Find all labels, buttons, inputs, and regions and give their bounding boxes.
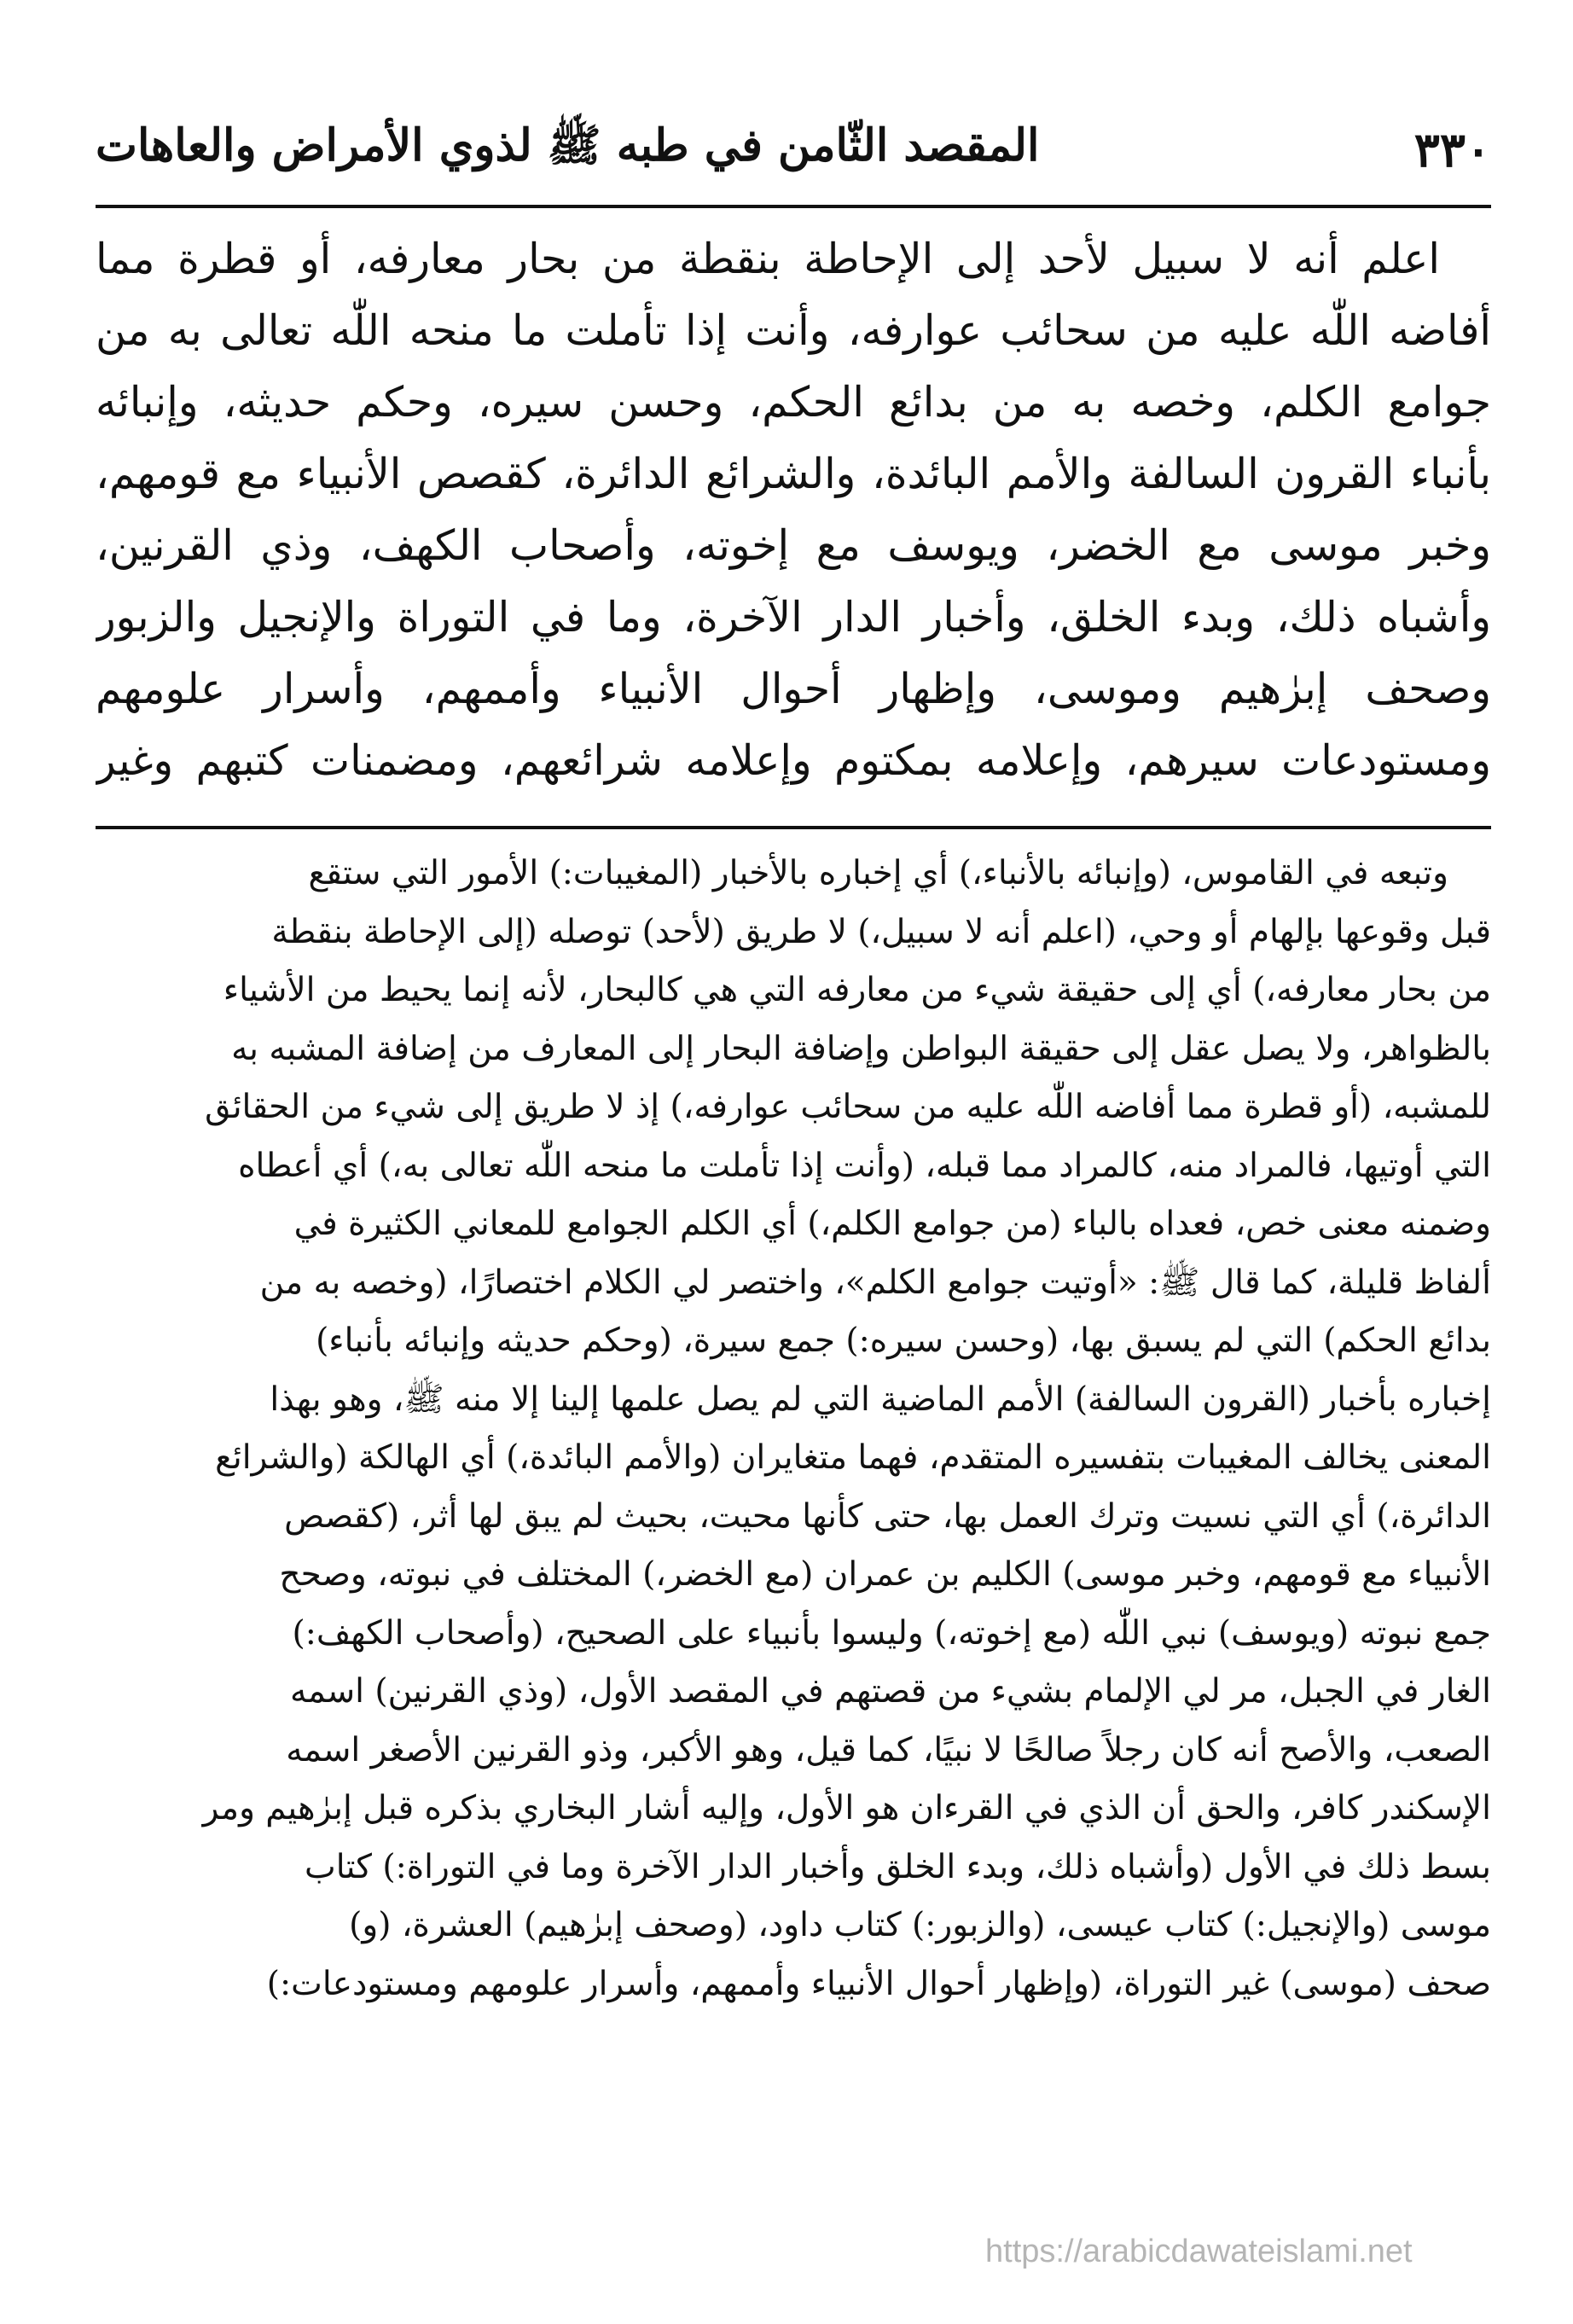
footnote-commentary [96,845,1491,2013]
main-text [96,224,1491,797]
main-text-line: ومستودعات سيرهم، وإعلامه بمكتوم وإعلامه شرائعهم، ومضمنات كتبهم وغير [96,736,1491,785]
main-text-line: وصحف إبرٰهيم وموسى، وإظهار أحوال الأنبياء وأممهم، وأسرار علومهم [96,665,1491,713]
footnote-line: التي أوتيها، فالمراد منه، كالمراد مما قبله، (وأنت إذا تأملت ما منحه اللّٰه تعالى به،) أي أعطاه [238,1146,1491,1185]
footnote-line: موسى (والإنجيل:) كتاب عيسى، (والزبور:) كتاب داود، (وصحف إبرٰهيم) العشرة، (و) [349,1906,1491,1944]
footnote-line: صحف (موسى) غير التوراة، (وإظهار أحوال الأنبياء وأممهم، وأسرار علومهم ومستودعات:) [266,1964,1491,2003]
footnote-line: بدائع الحكم) التي لم يسبق بها، (وحسن سيره:) جمع سيرة، (وحكم حديثه وإنبائه بأنباء) [316,1322,1491,1360]
footnote-line: للمشبه، (أو قطرة مما أفاضه اللّٰه عليه من سحائب عوارفه،) إذ لا طريق إلى شيء من الحقائق [205,1088,1491,1126]
footnote-line: إخباره بأخبار (القرون السالفة) الأمم الماضية التي لم يصل علمها إلينا إلا منه ﷺ، وهو بهذا [270,1380,1491,1419]
footnote-line: وتبعه في القاموس، (وإنبائه بالأنباء،) أي إخباره بالأخبار (المغيبات:) الأمور التي ستقع [308,854,1448,892]
main-text-line: وخبر موسى مع الخضر، ويوسف مع إخوته، وأصحاب الكهف، وذي القرنين، [96,521,1491,570]
running-head [96,109,1491,191]
main-text-line: وأشباه ذلك، وبدء الخلق، وأخبار الدار الآخرة، وما في التوراة والإنجيل والزبور [96,593,1491,642]
footnote-line: من بحار معارفه،) أي إلى حقيقة شيء من معارفه التي هي كالبحار، لأنه إنما يحيط من الأشياء [223,971,1491,1009]
footnote-line: بسط ذلك في الأول (وأشباه ذلك، وبدء الخلق وأخبار الدار الآخرة وما في التوراة:) كتاب [305,1847,1491,1886]
page-number: ٣٣٠ [1413,122,1491,178]
main-text-line: بأنباء القرون السالفة والأمم البائدة، والشرائع الدائرة، كقصص الأنبياء مع قومهم، [96,450,1491,498]
main-text-line: جوامع الكلم، وخصه به من بدائع الحكم، وحسن سيره، وحكم حديثه، وإنبائه [96,378,1491,427]
footnote-line: الصعب، والأصح أنه كان رجلاً صالحًا لا نبيًا، كما قيل، وهو الأكبر، وذو القرنين الأصغر اسمه [286,1730,1491,1769]
footnote-divider [96,826,1491,829]
main-text-line: أفاضه اللّٰه عليه من سحائب عوارفه، وأنت إذا تأملت ما منحه اللّٰه تعالى به من [96,306,1491,355]
footnote-line: الإسكندر كافر، والحق أن الذي في القرءان هو الأول، وإليه أشار البخاري بذكره قبل إبرٰهيم ومر [202,1789,1491,1827]
footnote-line: الأنبياء مع قومهم، وخبر موسى) الكليم بن عمران (مع الخضر،) المختلف في نبوته، وصحح [279,1555,1491,1594]
footnote-line: ألفاظ قليلة، كما قال ﷺ: «أوتيت جوامع الكلم»، واختصر لي الكلام اختصارًا، (وخصه به من [259,1263,1491,1302]
footnote-line: الدائرة،) أي التي نسيت وترك العمل بها، حتى كأنها محيت، بحيث لم يبق لها أثر، (كقصص [284,1496,1491,1536]
footnote-line: المعنى يخالف المغيبات بتفسيره المتقدم، فهما متغايران (والأمم البائدة،) أي الهالكة (والشرائع [215,1438,1491,1477]
main-text-line: اعلم أنه لا سبيل لأحد إلى الإحاطة بنقطة من بحار معارفه، أو قطرة مما [96,235,1440,283]
footnote-line: بالظواهر، ولا يصل عقل إلى حقيقة البواطن وإضافة البحار إلى المعارف من إضافة المشبه به [231,1029,1491,1068]
header-rule [96,205,1491,208]
running-title: المقصد الثّامن في طبه ﷺ لذوي الأمراض والعاهات [96,119,1040,171]
footnote-line: جمع نبوته (ويوسف) نبي اللّٰه (مع إخوته،) وليسوا بأنبياء على الصحيح، (وأصحاب الكهف:) [292,1613,1491,1653]
footnote-line: قبل وقوعها بإلهام أو وحي، (اعلم أنه لا سبيل،) لا طريق (لأحد) توصله (إلى الإحاطة بنقطة [271,912,1491,951]
footnote-line: الغار في الجبل، مر لي الإلمام بشيء من قصتهم في المقصد الأول، (وذي القرنين) اسمه [290,1672,1491,1711]
footnote-line: وضمنه معنى خص، فعداه بالباء (من جوامع الكلم،) أي الكلم الجوامع للمعاني الكثيرة في [293,1205,1491,1243]
source-watermark: https://arabicdawateislami.net [985,2234,1413,2269]
